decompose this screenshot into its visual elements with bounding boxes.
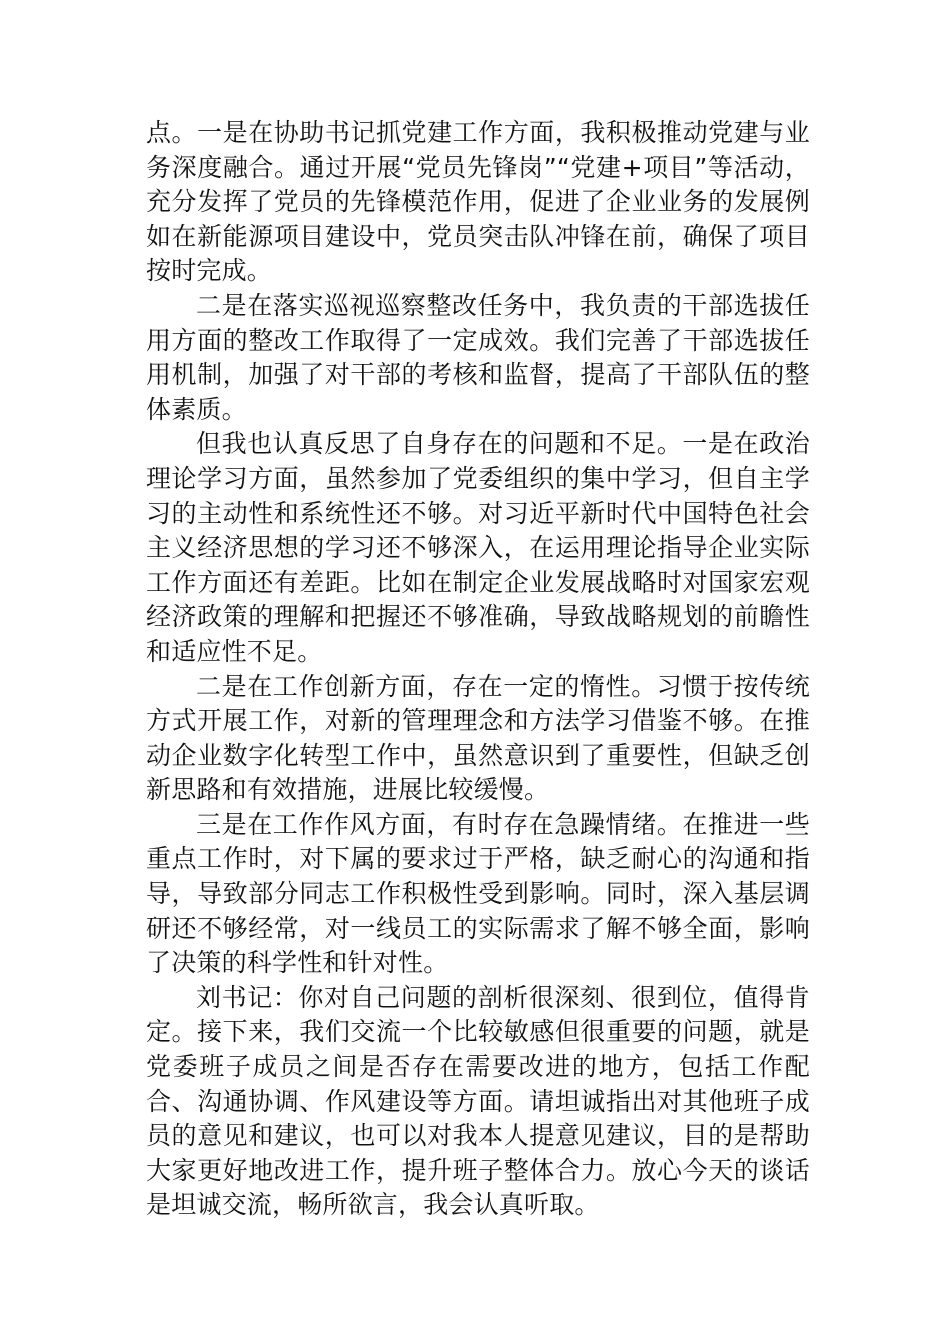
paragraph-innovation: 二是在工作创新方面，存在一定的惰性。习惯于按传统方式开展工作，对新的管理理念和方法学习借鉴不够。在推动企业数字化转型工作中，虽然意识到了重要性，但缺乏创新思路和有效措施，进展比较缓慢。 [146,671,810,805]
paragraph-work-style: 三是在工作作风方面，有时存在急躁情绪。在推进一些重点工作时，对下属的要求过于严格，缺乏耐心的沟通和指导，导致部分同志工作积极性受到影响。同时，深入基层调研还不够经常，对一线员工的实际需求了解不够全面，影响了决策的科学性和针对性。 [146,809,810,978]
paragraph-secretary-liu: 刘书记：你对自己问题的剖析很深刻、很到位，值得肯定。接下来，我们交流一个比较敏感但很重要的问题，就是党委班子成员之间是否存在需要改进的地方，包括工作配合、沟通协调、作风建设等方面。请坦诚指出对其他班子成员的意见和建议，也可以对我本人提意见建议，目的是帮助大家更好地改进工作，提升班子整体合力。放心今天的谈话是坦诚交流，畅所欲言，我会认真听取。 [146,982,810,1220]
paragraph-continuation: 点。一是在协助书记抓党建工作方面，我积极推动党建与业务深度融合。通过开展“党员先锋岗”“党建+项目”等活动，充分发挥了党员的先锋模范作用，促进了企业业务的发展例如在新能源项目建设中，党员突击队冲锋在前，确保了项目按时完成。 [146,118,810,286]
paragraph-self-reflection: 但我也认真反思了自身存在的问题和不足。一是在政治理论学习方面，虽然参加了党委组织的集中学习，但自主学习的主动性和系统性还不够。对习近平新时代中国特色社会主义经济思想的学习还不够深入，在运用理论指导企业实际工作方面还有差距。比如在制定企业发展战略时对国家宏观经济政策的理解和把握还不够准确，导致战略规划的前瞻性和适应性不足。 [146,429,810,666]
paragraph-inspection-rectification: 二是在落实巡视巡察整改任务中，我负责的干部选拔任用方面的整改工作取得了一定成效。我们完善了干部选拔任用机制，加强了对干部的考核和监督，提高了干部队伍的整体素质。 [146,290,810,424]
document-body [146,116,810,1223]
